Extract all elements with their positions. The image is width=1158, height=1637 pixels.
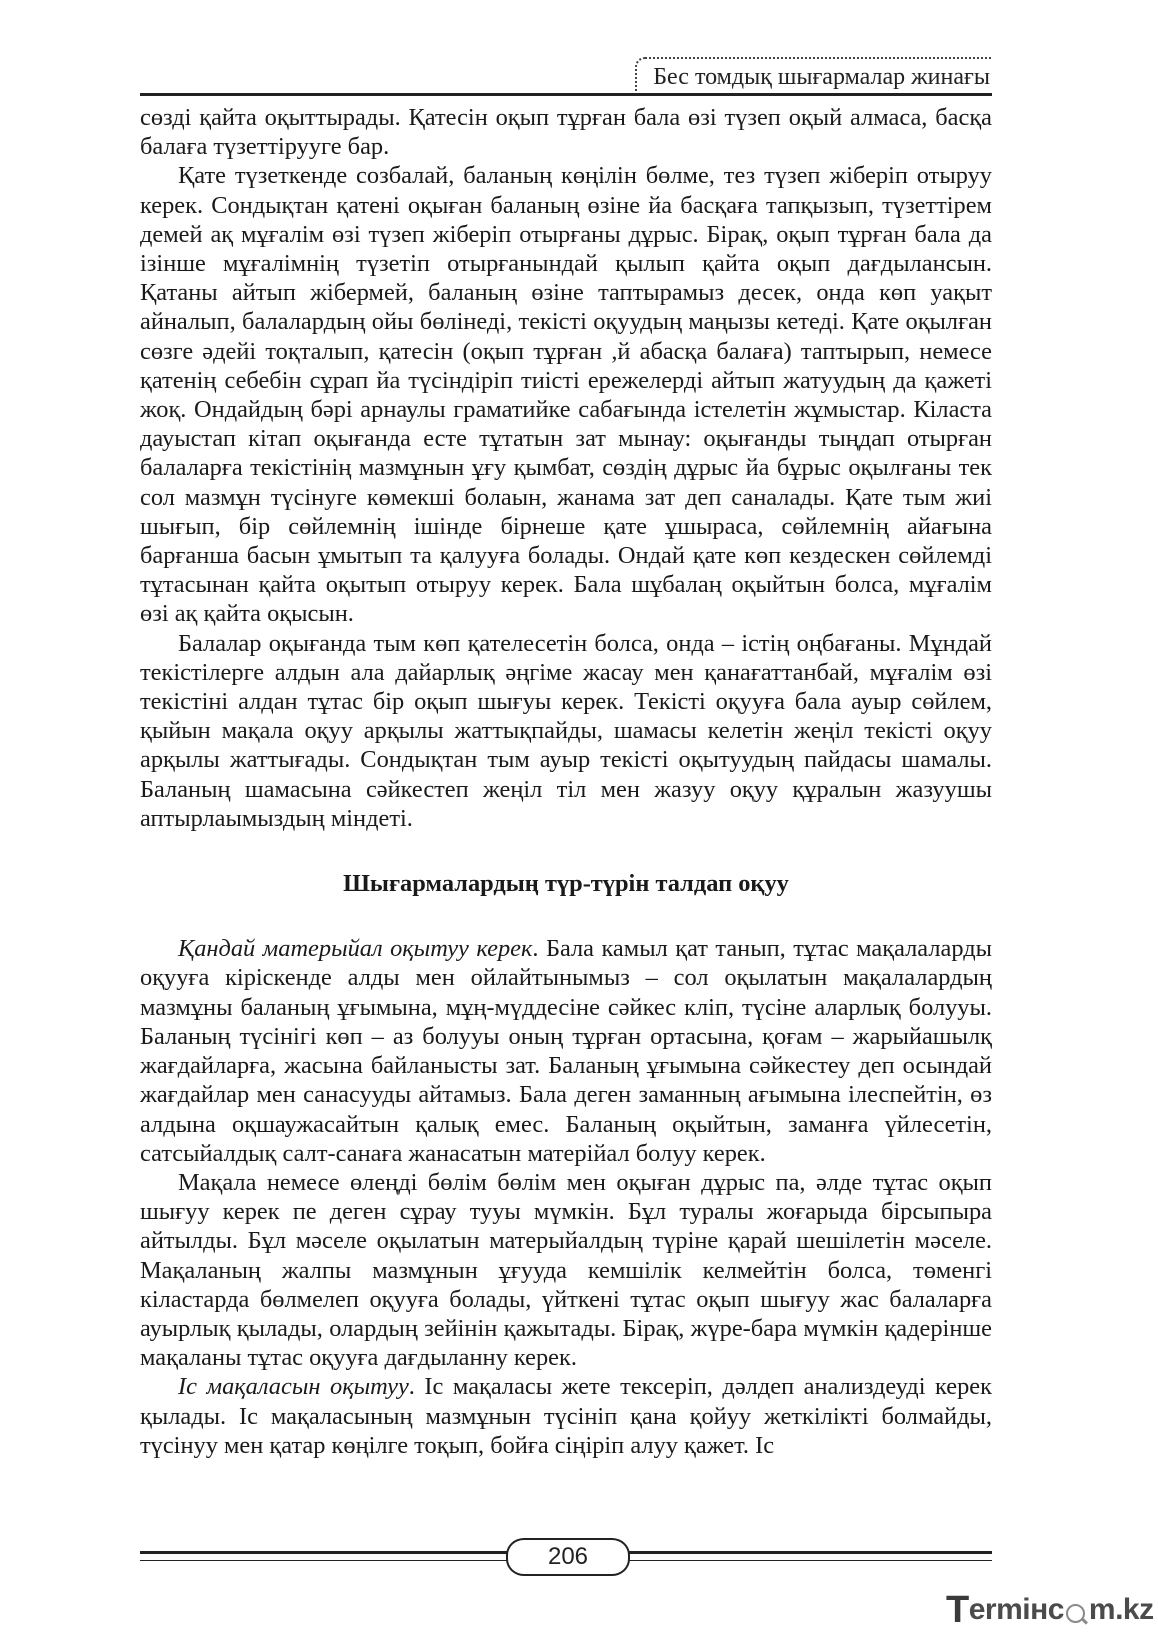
paragraph-text: . Бала камыл қат танып, тұтас мақалаларды оқууға кіріскенде алды мен ойлайтынымыз – сол оқылатын мақалалардың мазмұны баланың ұғымына, мұң-мүддесіне сәйкес кліп, түсіне аларлық болууы. Баланың түсінігі көп – аз болууы оның тұрған ортасына, қоғам – жарыйашылқ жағдайларға, жасына байланысты зат. Баланың ұғымына сәйкестеу деп осындай жағдайлар мен санасууды айтамыз. Бала деген заманның ағымына ілеспейтін, өз алдына оқшаужасайтын қалық емес. Баланың оқыйтын, заманға үйлесетін, сатсыйалдық салт-санаға жанасатын матерійал болуу керек. [140,935,992,1167]
book-title: Бес томдық шығармалар жинағы [653,63,990,90]
watermark-prefix: T [946,1588,969,1631]
watermark-text-2: m.kz [1088,1593,1154,1626]
magnifier-o-icon [1066,1604,1085,1623]
paragraph: Мақала немесе өлеңді бөлім бөлім мен оқыған дұрыс па, әлде тұтас оқып шығуу керек пе деген сұрау тууы мүмкін. Бұл туралы жоғарыда бірсыпыра айтылды. Бұл мәселе оқылатын матерыйалдың түріне қарай шешілетін мәселе. Мақаланың жалпы мазмұнын ұғууда кемшілік келмейтін болса, төменгі кіластарда бөлмелеп оқууға болады, үйткені тұтас оқып шығуу жас балаларға ауырлық қылады, олардың зейінін қажытады. Бірақ, жүре-бара мүмкін қадерінше мақаланы тұтас оқууға дағдыланну керек. [140,1168,992,1372]
page-number-badge [506,1538,630,1576]
footer-rule-right [612,1551,992,1561]
page-footer [140,1538,992,1576]
site-watermark [946,1588,1154,1631]
paragraph-business-article [140,1372,992,1460]
running-header-box [635,57,992,95]
page-body [140,103,992,1460]
running-header [140,55,992,95]
paragraph-continuation: сөзді қайта оқыттырады. Қатесін оқып тұрған бала өзі түзеп оқый алмаса, басқа балаға түзеттірууге бар. [140,104,992,161]
header-rule [140,93,992,96]
paragraph-materials [140,934,992,1168]
paragraph: Қате түзеткенде созбалай, баланың көңілін бөлме, тез түзеп жіберіп отыруу керек. Сондықтан қатені оқыған баланың өзіне йа басқаға тапқызып, түзеттірем демей ақ мұғалім өзі түзеп жіберіп отырғаны дұрыс. Бірақ, оқып тұрған бала да ізінше мұғалімнің түзетіп отырғанындай қылып қайта оқып дағдылансын. Қатаны айтып жібермей, баланың өзіне таптырамыз десек, онда көп уақыт айналып, балалардың ойы бөлінеді, текісті оқуудың маңызы кетеді. Қате оқылған сөзге әдейі тоқталып, қатесін (оқып тұрған ,й абасқа балаға) таптырып, немесе қатенің себебін сұрап йа түсіндіріп тиісті ережелерді айтып жатуудың да қажеті жоқ. Ондайдың бәрі арнаулы граматийке сабағында істелетін жұмыстар. Кіласта дауыстап кітап оқығанда есте тұтатын зат мынау: оқығанды тыңдап отырған балаларға текістінің мазмұнын ұғу қымбат, сөздің дұрыс йа бұрыс оқылғаны тек сол мазмұн түсінуге көмекші болаын, жанама зат деп саналады. Қате тым жиі шығып, бір сөйлемнің ішінде бірнеше қате ұшыраса, сөйлемнің айағына барғанша басын ұмытып та қалууға болады. Ондай қате көп кездескен сөйлемді тұтасынан қайта оқытып отыруу керек. Бала шұбалаң оқыйтын болса, мұғалім өзі ақ қайта оқысын. [140,162,992,628]
paragraph-text: . Іс мақаласы жете тексеріп, дәлдеп анализдеуді керек қылады. Іс мақаласының мазмұнын түсініп қана қойуу жеткілікті болмайды, түсінуу мен қатар көңілге тоқып, бойға сіңіріп алуу қажет. Іс [140,1373,992,1459]
page-number: 206 [547,1543,589,1570]
paragraph-lead-italic: Іс мақаласын оқытуу [178,1373,409,1401]
paragraph: Балалар оқығанда тым көп қателесетін болса, онда – істің оңбағаны. Мұндай текістілерге алдын ала дайарлық әңгіме жасау мен қанағаттанбай, мұғалім өзі текістіні алдан тұтас бір оқып шығуы керек. Текісті оқууға бала ауыр сөйлем, қыйын мақала оқуу арқылы жаттықпайды, шамасы келетін жеңіл текісті оқуу арқылы жаттығады. Сондықтан тым ауыр текісті оқытуудың пайдасы шамалы. Баланың шамасына сәйкестеп жеңіл тіл мен жазуу оқуу құралын жазуушы аптырлаымыздың міндеті. [140,629,992,832]
paragraph-lead-italic: Қандай матерыйал оқытуу керек [178,935,533,963]
footer-rule-left [140,1551,520,1561]
watermark-text-1: ermінc [968,1593,1064,1626]
section-heading: Шығармалардың түр-түрін талдап оқуу [343,870,789,898]
